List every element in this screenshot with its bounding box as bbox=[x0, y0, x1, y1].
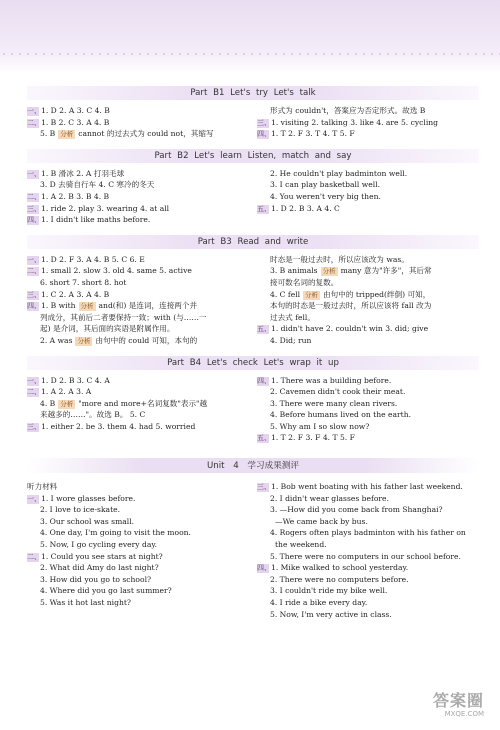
answer-line bbox=[27, 323, 253, 335]
answer-text: 1. I didn't like maths before. bbox=[41, 215, 151, 225]
answer-text: 5. Was it hot last night? bbox=[40, 598, 131, 607]
answer-line bbox=[27, 277, 253, 289]
right-column bbox=[253, 105, 479, 140]
answer-line bbox=[257, 539, 479, 551]
answer-prefix: 5. B bbox=[40, 129, 56, 139]
spacer bbox=[27, 140, 479, 145]
left-column bbox=[27, 105, 253, 140]
question-number: 五、 bbox=[257, 434, 271, 443]
answer-text: the weekend. bbox=[275, 540, 327, 550]
answer-page bbox=[27, 82, 479, 620]
answer-text: 3. There were many clean rivers. bbox=[270, 398, 398, 408]
answer-line bbox=[257, 203, 479, 215]
answer-line bbox=[27, 597, 253, 609]
question-number: 四、 bbox=[257, 130, 271, 139]
question-number: 三、 bbox=[27, 422, 41, 431]
answer-line bbox=[257, 191, 479, 203]
answer-text: 由句中的 tripped(绊倒) 可知， bbox=[323, 289, 431, 299]
question-number: 五、 bbox=[257, 325, 271, 334]
left-column bbox=[27, 375, 253, 445]
answer-line bbox=[27, 300, 253, 312]
answer-line bbox=[27, 539, 253, 551]
answer-text: 5. Now, I'm very active in class. bbox=[270, 609, 392, 619]
unit-left-column bbox=[27, 481, 253, 620]
answer-line bbox=[257, 585, 479, 597]
answer-line bbox=[257, 168, 479, 180]
spacer bbox=[27, 444, 479, 449]
analysis-tag: 分析 bbox=[77, 336, 91, 345]
answer-text: 1. D 2. B 3. A 4. C bbox=[271, 203, 340, 213]
answer-line bbox=[27, 574, 253, 586]
answer-line bbox=[27, 409, 253, 421]
answer-text: 1. Bob went boating with his father last weekend. bbox=[271, 482, 463, 492]
answer-line bbox=[27, 562, 253, 574]
answer-line bbox=[257, 254, 479, 266]
question-number: 一、 bbox=[27, 107, 41, 115]
answer-line bbox=[257, 432, 479, 444]
answer-prefix: 3. B animals bbox=[270, 266, 318, 276]
answer-text: 1. ride 2. play 3. wearing 4. at all bbox=[41, 203, 170, 213]
section-title-b2 bbox=[27, 147, 479, 165]
answer-line bbox=[257, 609, 479, 621]
answer-line bbox=[257, 300, 479, 312]
answer-line bbox=[27, 527, 253, 539]
answer-line bbox=[257, 551, 479, 563]
answer-text: 1. small 2. slow 3. old 4. same 5. active bbox=[41, 266, 192, 276]
answer-text: 2. I didn't wear glasses before. bbox=[270, 493, 389, 503]
question-number: 二、 bbox=[27, 552, 41, 561]
answer-text: 2. What did Amy do last night? bbox=[40, 563, 159, 573]
answer-text: 接可数名词的复数。 bbox=[270, 277, 339, 287]
answer-line bbox=[27, 168, 253, 180]
answer-line bbox=[257, 386, 479, 398]
answer-text: 5. Why am I so slow now? bbox=[270, 421, 370, 431]
answer-text: 3. —How did you come back from Shanghai? bbox=[270, 505, 443, 515]
answer-text: 2. He couldn't play badminton well. bbox=[270, 168, 408, 178]
answer-line bbox=[257, 527, 479, 539]
unit-title-text: Unit 4 学习成果测评 bbox=[207, 461, 299, 472]
answer-text: 来越多的……"。故选 B。 5. C bbox=[40, 410, 146, 420]
right-column bbox=[253, 375, 479, 445]
answer-text: 3. I can play basketball well. bbox=[270, 180, 381, 190]
answer-line bbox=[27, 312, 253, 324]
question-number: 四、 bbox=[27, 302, 41, 311]
answer-line bbox=[27, 398, 253, 410]
spacer bbox=[27, 226, 479, 231]
answer-line bbox=[27, 375, 253, 387]
answer-text: 起) 是介词，其后面的宾语是附属作用。 bbox=[40, 324, 175, 334]
answer-line bbox=[257, 409, 479, 421]
answer-line bbox=[27, 214, 253, 226]
section-columns bbox=[27, 375, 479, 445]
answer-text: 形式为 couldn't，答案应为否定形式。故选 B bbox=[270, 106, 426, 115]
answer-text: 1. T 2. F 3. F 4. T 5. F bbox=[271, 433, 355, 443]
section-title-text: Part B2 Let's learn Listen, match and say bbox=[154, 150, 352, 161]
answer-line bbox=[257, 277, 479, 289]
answer-line bbox=[257, 128, 479, 140]
section-columns bbox=[27, 168, 479, 226]
answer-prefix: 4. B bbox=[40, 398, 56, 408]
answer-text: many 意为"许多"，其后常 bbox=[340, 266, 432, 276]
answer-line bbox=[27, 386, 253, 398]
answer-text: 由句中的 could 可知，本句的 bbox=[95, 335, 198, 345]
answer-text: 1. B 滑冰 2. A 打羽毛球 bbox=[41, 168, 125, 178]
question-number: 四、 bbox=[257, 564, 271, 573]
answer-text: 过去式 fell。 bbox=[270, 312, 315, 322]
answer-text: 3. Our school was small. bbox=[40, 516, 135, 526]
answer-text: 1. Could you see stars at night? bbox=[41, 551, 163, 561]
section-title-b3 bbox=[27, 233, 479, 251]
answer-text: 1. A 2. A 3. A bbox=[41, 387, 92, 397]
header-band bbox=[0, 0, 500, 74]
answer-line bbox=[27, 504, 253, 516]
answer-line bbox=[257, 398, 479, 410]
answer-text: 1. I wore glasses before. bbox=[41, 493, 136, 503]
answer-text: 2. Cavemen didn't cook their meat. bbox=[270, 387, 406, 397]
unit-title bbox=[27, 455, 479, 477]
answer-text: 4. Before humans lived on the earth. bbox=[270, 410, 412, 420]
unit-columns bbox=[27, 481, 479, 620]
analysis-tag: 分析 bbox=[80, 302, 94, 311]
answer-text: 时态是一般过去时，所以应该改为 was。 bbox=[270, 254, 409, 264]
question-number: 一、 bbox=[27, 255, 41, 264]
answer-text: 1. D 2. B 3. C 4. A bbox=[41, 375, 110, 385]
analysis-tag: 分析 bbox=[60, 130, 74, 139]
answer-text: 4. Did; run bbox=[270, 335, 312, 345]
answer-line bbox=[27, 421, 253, 433]
watermark bbox=[424, 692, 484, 722]
answer-text: 1. Mike walked to school yesterday. bbox=[271, 563, 409, 573]
answer-line bbox=[257, 312, 479, 324]
answer-text: 1. visiting 2. talking 3. like 4. are 5. cycling bbox=[271, 117, 439, 127]
analysis-tag: 分析 bbox=[322, 267, 336, 276]
section-title-text: Part B3 Read and write bbox=[197, 236, 309, 247]
right-column bbox=[253, 168, 479, 226]
section-title-b1 bbox=[27, 84, 479, 102]
question-number: 五、 bbox=[257, 204, 271, 213]
answer-line bbox=[257, 574, 479, 586]
section-title-text: Part B1 Let's try Let's talk bbox=[190, 88, 316, 98]
answer-text: 3. I couldn't ride my bike well. bbox=[270, 586, 388, 596]
question-number: 一、 bbox=[27, 494, 41, 503]
answer-text: 5. Now, I go cycling every day. bbox=[40, 540, 158, 550]
section-title-b4 bbox=[27, 354, 479, 372]
watermark-logo: 答案圈 bbox=[432, 691, 484, 710]
answer-text: 4. One day, I'm going to visit the moon. bbox=[40, 528, 191, 538]
header-dots bbox=[0, 50, 500, 60]
question-number: 二、 bbox=[27, 388, 41, 397]
section-columns bbox=[27, 254, 479, 347]
answer-text: 3. D 去骑自行车 4. C 寒冷的冬天 bbox=[40, 180, 155, 190]
answer-text: 1. B 2. C 3. A 4. B bbox=[41, 117, 110, 127]
left-column bbox=[27, 168, 253, 226]
answer-line bbox=[27, 551, 253, 563]
section-title-text: Part B4 Let's check Let's wrap it up bbox=[167, 357, 339, 368]
answer-line bbox=[27, 105, 253, 117]
answer-line bbox=[27, 516, 253, 528]
answer-line bbox=[257, 323, 479, 335]
answer-text: 1. didn't have 2. couldn't win 3. did; give bbox=[271, 324, 429, 334]
answer-line bbox=[27, 203, 253, 215]
analysis-tag: 分析 bbox=[60, 399, 74, 408]
answer-text: and(和) 是连词，连接两个并 bbox=[98, 301, 198, 311]
answer-line bbox=[27, 254, 253, 266]
question-number: 四、 bbox=[27, 216, 41, 225]
question-number: 三、 bbox=[27, 290, 41, 299]
answer-line bbox=[27, 289, 253, 301]
answer-line bbox=[27, 585, 253, 597]
right-column bbox=[253, 254, 479, 347]
answer-line bbox=[27, 128, 253, 140]
answer-line bbox=[257, 375, 479, 387]
answer-text: 6. short 7. short 8. hot bbox=[40, 277, 127, 287]
question-number: 三、 bbox=[257, 118, 271, 127]
answer-line bbox=[257, 516, 479, 528]
answer-line bbox=[257, 493, 479, 505]
answer-text: 5. There were no computers in our school before. bbox=[270, 551, 461, 561]
answer-text: 1. D 2. A 3. C 4. B bbox=[41, 106, 110, 115]
question-number: 三、 bbox=[27, 204, 41, 213]
unit-right-column bbox=[253, 481, 479, 620]
answer-prefix: 2. A was bbox=[40, 335, 73, 345]
answer-text: 1. C 2. A 3. A 4. B bbox=[41, 289, 110, 299]
listening-label: 听力材料 bbox=[27, 482, 58, 492]
answer-text: 4. Rogers often plays badminton with his father on bbox=[270, 528, 466, 538]
answer-text: 1. A 2. B 3. B 4. B bbox=[41, 191, 110, 201]
answer-line bbox=[27, 493, 253, 505]
answer-line bbox=[257, 265, 479, 277]
left-column bbox=[27, 254, 253, 347]
answer-text: 2. There were no computers before. bbox=[270, 574, 409, 584]
answer-line bbox=[257, 597, 479, 609]
answer-text: 1. D 2. F 3. A 4. B 5. C 6. E bbox=[41, 254, 145, 264]
answer-text: 1. T 2. F 3. T 4. T 5. F bbox=[271, 129, 355, 139]
answer-text: 1. either 2. be 3. them 4. had 5. worried bbox=[41, 421, 196, 431]
answer-text: 1. There was a building before. bbox=[271, 375, 392, 385]
answer-text: 2. I love to ice-skate. bbox=[40, 505, 121, 515]
answer-line bbox=[27, 117, 253, 129]
question-number: 二、 bbox=[27, 192, 41, 201]
answer-line bbox=[27, 335, 253, 347]
answer-line bbox=[257, 562, 479, 574]
answer-line bbox=[257, 179, 479, 191]
answer-text: 本句的时态是一般过去时，所以应该将 fall 改为 bbox=[270, 301, 432, 311]
answer-text: 4. I ride a bike every day. bbox=[270, 598, 368, 607]
answer-text: 4. Where did you go last summer? bbox=[40, 586, 172, 596]
answer-line bbox=[257, 117, 479, 129]
section-columns bbox=[27, 105, 479, 140]
answer-line bbox=[257, 289, 479, 301]
answer-line bbox=[27, 179, 253, 191]
answer-line bbox=[27, 191, 253, 203]
answer-text: 4. You weren't very big then. bbox=[270, 191, 381, 201]
answer-line bbox=[27, 265, 253, 277]
question-number: 二、 bbox=[27, 267, 41, 276]
answer-text: "more and more+名词复数"表示"越 bbox=[78, 398, 208, 408]
question-number: 三、 bbox=[257, 483, 271, 492]
question-number: 一、 bbox=[27, 169, 41, 178]
question-number: 四、 bbox=[257, 376, 271, 385]
answer-line bbox=[257, 504, 479, 516]
question-number: 一、 bbox=[27, 376, 41, 385]
answer-prefix: 1. B with bbox=[41, 301, 76, 311]
answer-text: —We came back by bus. bbox=[275, 516, 368, 526]
question-number: 二、 bbox=[27, 118, 41, 127]
answer-text: 列成分，其前后二者要保持一致；with (与……一 bbox=[40, 312, 207, 322]
answer-text: 3. How did you go to school? bbox=[40, 574, 152, 584]
answer-text: cannot 的过去式为 could not，其缩写 bbox=[78, 129, 214, 139]
answer-line bbox=[257, 335, 479, 347]
analysis-tag: 分析 bbox=[305, 290, 319, 299]
answer-line bbox=[257, 105, 479, 117]
answer-line bbox=[257, 481, 479, 493]
watermark-url: MXQE.COM bbox=[444, 710, 484, 718]
answer-line bbox=[257, 421, 479, 433]
spacer bbox=[27, 347, 479, 352]
answer-prefix: 4. C fell bbox=[270, 289, 301, 299]
